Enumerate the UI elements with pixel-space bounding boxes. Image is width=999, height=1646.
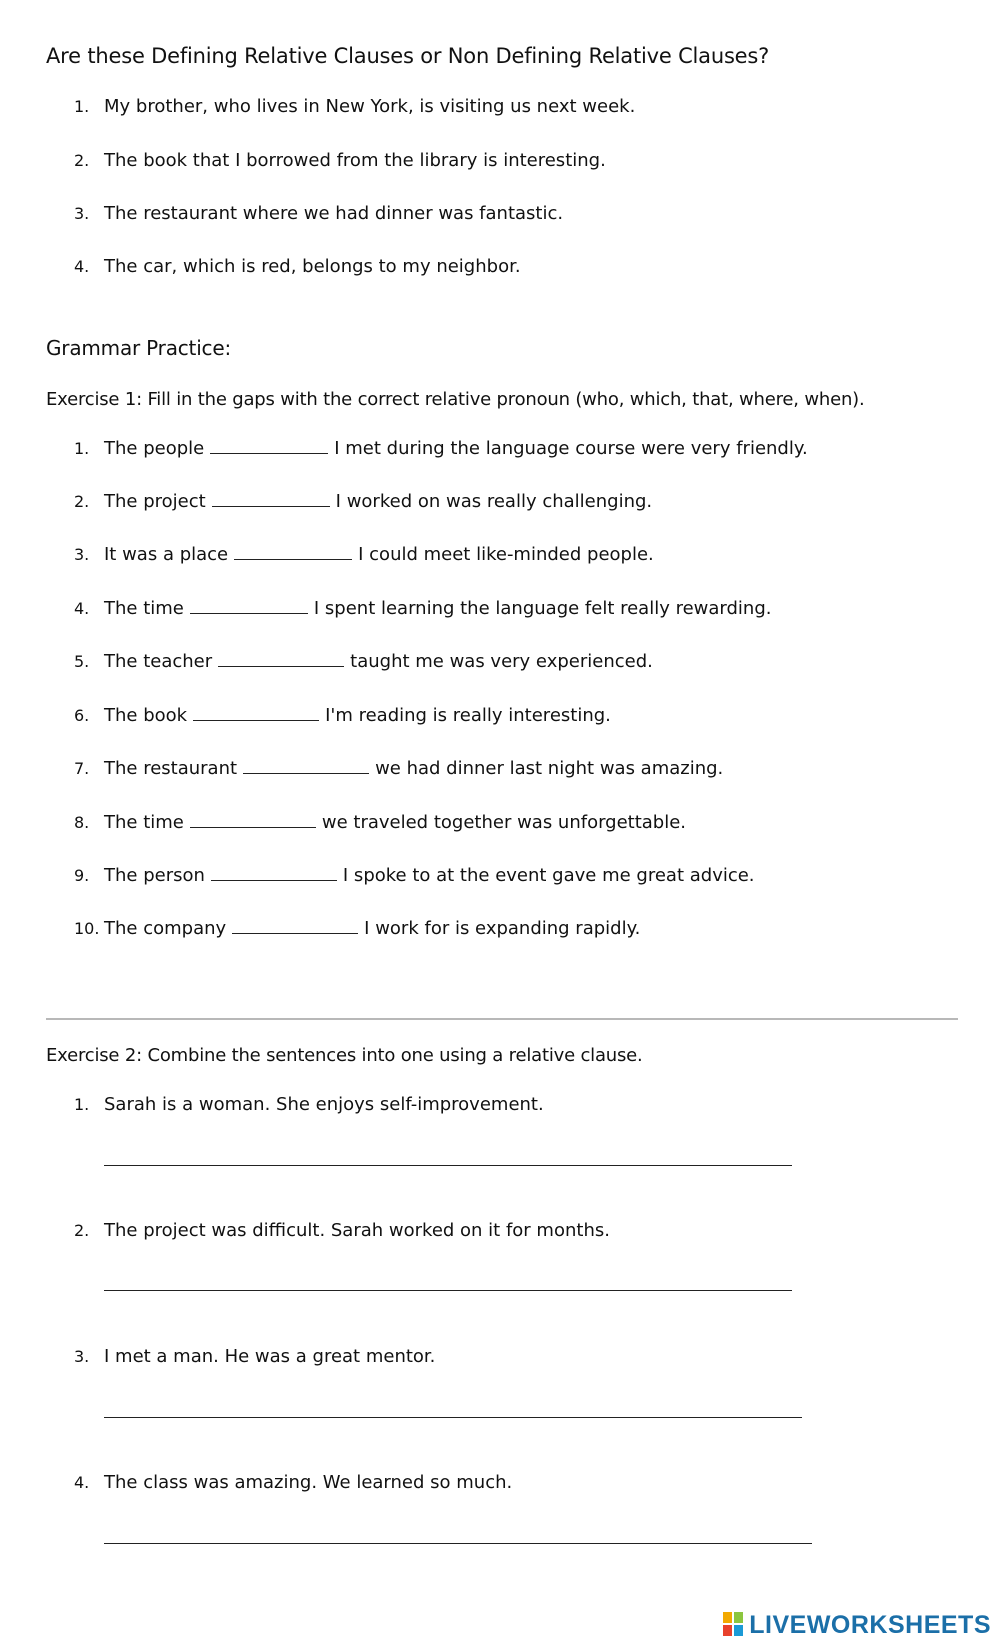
grammar-practice-heading: Grammar Practice:: [46, 336, 231, 360]
blank-gap[interactable]: [211, 866, 337, 881]
item-text-before: The people: [104, 438, 205, 459]
blank-gap[interactable]: [210, 439, 328, 454]
blank-gap[interactable]: [218, 652, 344, 667]
item-text-before: The book: [104, 705, 188, 726]
part1-item: [74, 96, 635, 117]
part1-item: [74, 150, 606, 171]
exercise1-item: [74, 812, 686, 833]
page-title: Are these Defining Relative Clauses or Non Defining Relative Clauses?: [46, 44, 770, 68]
item-text-before: The person: [104, 865, 205, 886]
exercise1-item: [74, 544, 654, 565]
liveworksheets-logo[interactable]: [723, 1610, 991, 1640]
part1-item: [74, 256, 521, 277]
item-text: My brother, who lives in New York, is visiting us next week.: [104, 96, 636, 117]
item-text-after: I could meet like-minded people.: [358, 544, 654, 565]
item-text-before: The company: [104, 918, 227, 939]
item-number: 3.: [74, 1347, 90, 1366]
exercise1-item: [74, 491, 652, 512]
exercise2-heading: Exercise 2: Combine the sentences into one using a relative clause.: [46, 1045, 643, 1066]
item-text: The restaurant where we had dinner was fantastic.: [104, 203, 564, 224]
item-text-before: The time: [104, 598, 184, 619]
section-divider: [46, 1018, 958, 1020]
item-text: The project was difficult. Sarah worked on it for months.: [104, 1220, 610, 1241]
item-number: 9.: [74, 866, 90, 885]
item-number: 7.: [74, 759, 90, 778]
item-text-after: we had dinner last night was amazing.: [375, 758, 724, 779]
exercise1-item: [74, 865, 755, 886]
blank-gap[interactable]: [234, 545, 352, 560]
liveworksheets-logo-icon: [723, 1612, 745, 1638]
exercise1-item: [74, 651, 653, 672]
logo-text: LIVEWORKSHEETS: [749, 1610, 991, 1639]
item-number: 2.: [74, 1221, 90, 1240]
exercise2-item: [74, 1472, 512, 1493]
item-text-before: The teacher: [104, 651, 213, 672]
item-text-after: I met during the language course were very friendly.: [334, 438, 808, 459]
item-number: 4.: [74, 1473, 90, 1492]
item-text-after: we traveled together was unforgettable.: [321, 812, 687, 833]
item-text-before: It was a place: [104, 544, 229, 565]
item-number: 2.: [74, 151, 90, 170]
item-number: 5.: [74, 652, 90, 671]
item-text-before: The project: [104, 491, 206, 512]
exercise1-heading: Exercise 1: Fill in the gaps with the correct relative pronoun (who, which, that, where, when).: [46, 389, 865, 410]
item-text: The book that I borrowed from the library is interesting.: [104, 150, 606, 171]
exercise1-item: [74, 758, 723, 779]
item-text-after: I work for is expanding rapidly.: [364, 918, 641, 939]
item-number: 1.: [74, 439, 90, 458]
item-text: The car, which is red, belongs to my neighbor.: [104, 256, 521, 277]
item-number: 3.: [74, 204, 90, 223]
answer-line[interactable]: [104, 1543, 812, 1544]
blank-gap[interactable]: [190, 599, 308, 614]
item-number: 4.: [74, 257, 90, 276]
item-number: 4.: [74, 599, 90, 618]
exercise1-item: [74, 705, 611, 726]
item-number: 1.: [74, 1095, 90, 1114]
item-number: 10.: [74, 919, 100, 938]
item-text-after: I spoke to at the event gave me great advice.: [342, 865, 755, 886]
item-number: 2.: [74, 492, 90, 511]
exercise2-item: [74, 1094, 544, 1115]
blank-gap[interactable]: [193, 706, 319, 721]
item-text: Sarah is a woman. She enjoys self-improvement.: [104, 1094, 544, 1115]
answer-line[interactable]: [104, 1290, 792, 1291]
blank-gap[interactable]: [232, 919, 358, 934]
answer-line[interactable]: [104, 1165, 792, 1166]
item-text-after: I'm reading is really interesting.: [325, 705, 611, 726]
answer-line[interactable]: [104, 1417, 802, 1418]
item-text-after: I worked on was really challenging.: [335, 491, 653, 512]
item-text-before: The restaurant: [104, 758, 238, 779]
item-number: 8.: [74, 813, 90, 832]
exercise2-item: [74, 1220, 610, 1241]
item-number: 3.: [74, 545, 90, 564]
item-text-before: The time: [104, 812, 184, 833]
item-number: 1.: [74, 97, 90, 116]
blank-gap[interactable]: [190, 813, 316, 828]
item-number: 6.: [74, 706, 90, 725]
exercise1-item: [74, 598, 772, 619]
exercise2-item: [74, 1346, 435, 1367]
blank-gap[interactable]: [243, 759, 369, 774]
exercise1-item: [74, 918, 640, 939]
exercise1-item: [74, 438, 808, 459]
item-text-after: I spent learning the language felt really rewarding.: [313, 598, 772, 619]
item-text-after: taught me was very experienced.: [350, 651, 653, 672]
blank-gap[interactable]: [212, 492, 330, 507]
item-text: The class was amazing. We learned so much.: [104, 1472, 513, 1493]
part1-item: [74, 203, 563, 224]
item-text: I met a man. He was a great mentor.: [104, 1346, 436, 1367]
